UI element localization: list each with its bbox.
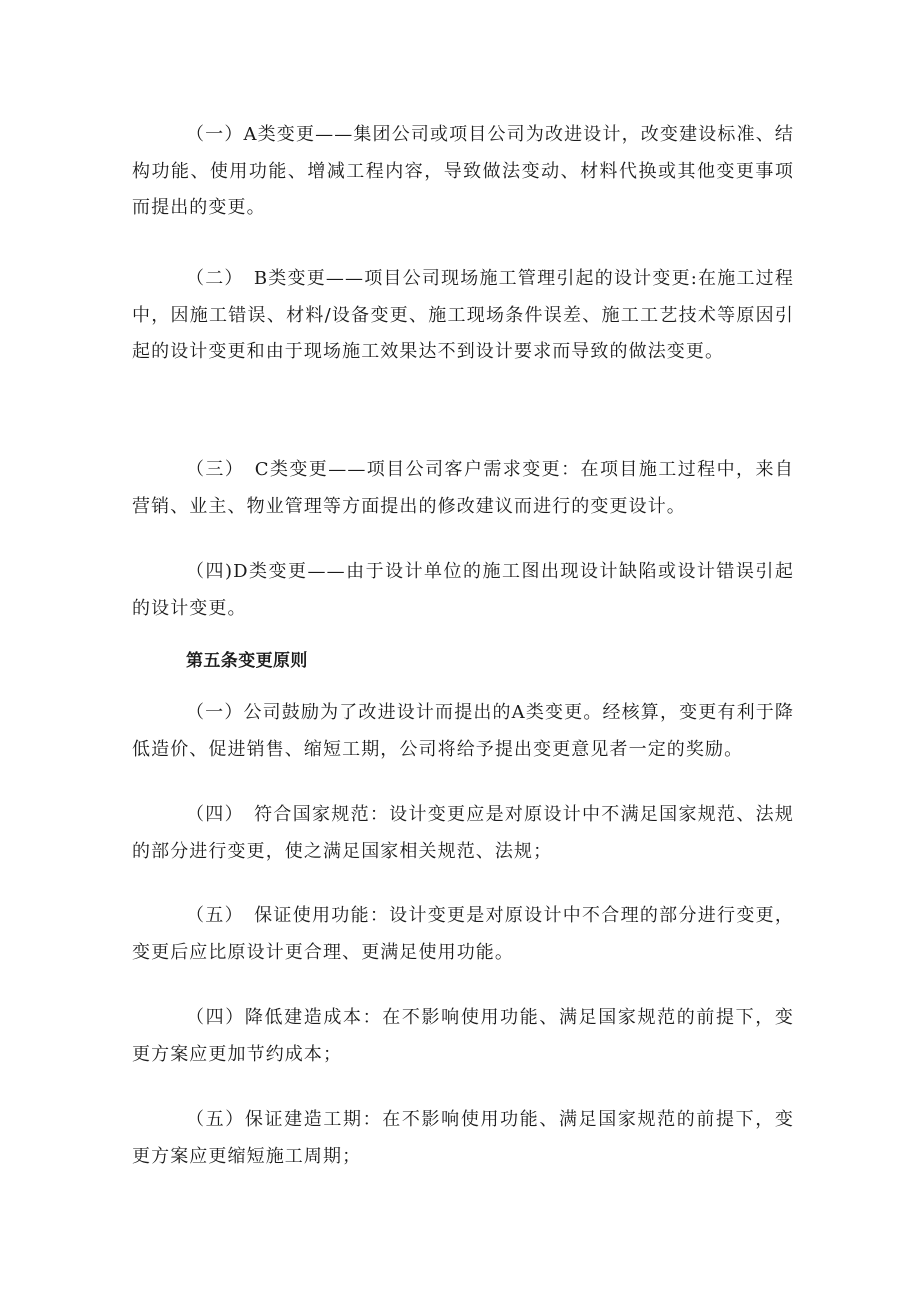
principle-national-standards: （四） 符合国家规范：设计变更应是对原设计中不满足国家规范、法规的部分进行变更，使之满足国家相关规范、法规； bbox=[132, 804, 794, 862]
principle-function: （五） 保证使用功能：设计变更是对原设计中不合理的部分进行变更，变更后应比原设计更合理、更满足使用功能。 bbox=[132, 905, 794, 963]
principle-encourage: （一）公司鼓励为了改进设计而提出的A类变更。经核算，变更有利于降低造价、促进销售、缩短工期，公司将给予提出变更意见者一定的奖励。 bbox=[132, 702, 794, 760]
paragraph-category-a: （一）A类变更——集团公司或项目公司为改进设计，改变建设标准、结构功能、使用功能、增减工程内容，导致做法变动、材料代换或其他变更事项而提出的变更。 bbox=[132, 124, 794, 218]
paragraph-category-c: （三） C类变更——项目公司客户需求变更：在项目施工过程中，来自营销、业主、物业管理等方面提出的修改建议而进行的变更设计。 bbox=[132, 459, 794, 517]
principle-schedule: （五）保证建造工期：在不影响使用功能、满足国家规范的前提下，变更方案应更缩短施工周期； bbox=[132, 1109, 794, 1167]
paragraph-category-b: （二） B类变更——项目公司现场施工管理引起的设计变更:在施工过程中，因施工错误、材料/设备变更、施工现场条件误差、施工工艺技术等原因引起的设计变更和由于现场施工效果达不到设计要求而导致的做法变更。 bbox=[132, 268, 794, 362]
paragraph-category-d: （四)D类变更——由于设计单位的施工图出现设计缺陷或设计错误引起的设计变更。 bbox=[132, 561, 794, 619]
section-heading: 第五条变更原则 bbox=[186, 651, 308, 671]
principle-cost: （四）降低建造成本：在不影响使用功能、满足国家规范的前提下，变更方案应更加节约成本； bbox=[132, 1007, 794, 1065]
